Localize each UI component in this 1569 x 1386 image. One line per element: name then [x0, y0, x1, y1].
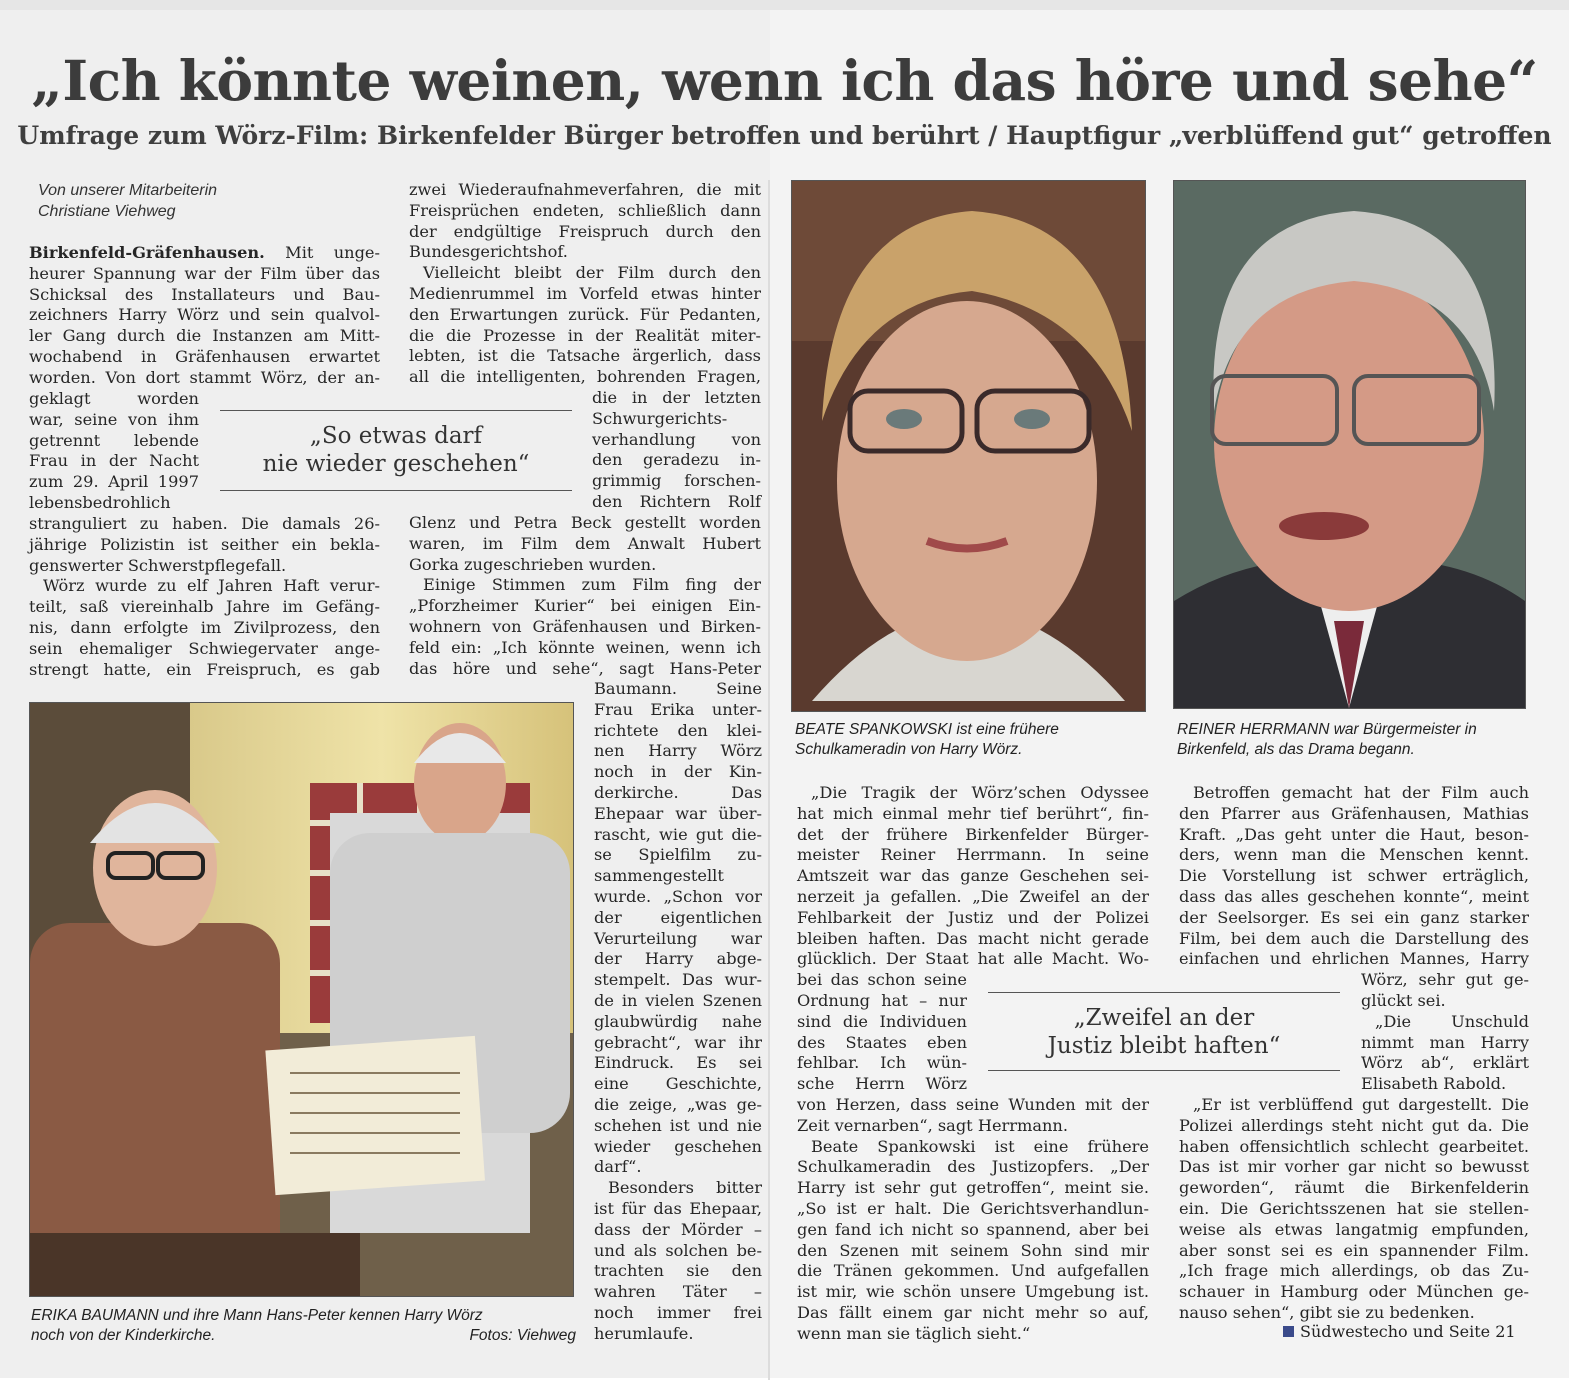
text-line: Film, bei dem auch die Darstellung des	[1179, 928, 1529, 948]
text-line: Fehlbarkeit der Justiz und der Polizei	[797, 907, 1149, 927]
text-line: Ehepaar war über-	[594, 803, 762, 823]
text-line: Bundesgerichtshof.	[409, 242, 568, 262]
text-line: verhandlung von	[592, 429, 761, 449]
text-line: der Harry abge-	[594, 949, 762, 969]
text-line: den Szenen mit seinem Sohn sind mir	[797, 1240, 1149, 1260]
text-line: Besonders bitter	[608, 1178, 762, 1198]
text-line: lebten, ist die Tatsache ärgerlich, dass	[409, 346, 761, 366]
text-line: noch immer frei	[594, 1302, 762, 1322]
headline: „Ich könnte weinen, wenn ich das höre und sehe“	[31, 48, 1538, 113]
photo-caption-1	[31, 1306, 576, 1346]
pull-quote-1	[220, 422, 572, 478]
text-line: derkirche. Das	[594, 782, 762, 802]
text-line: wohnern von Gräfenhausen und Birken-	[409, 616, 761, 636]
text-line: Ordnung hat – nur	[797, 990, 967, 1010]
text-line: „Pforzheimer Kurier“ bei einigen Ein-	[409, 596, 761, 616]
text-line: der endgültige Freispruch durch den	[409, 221, 761, 241]
text-line: teilt, saß viereinhalb Jahre im Gefäng-	[29, 597, 380, 617]
text-line: Gorka zugeschrieben wurden.	[409, 554, 657, 574]
subheadline: Umfrage zum Wörz-Film: Birkenfelder Bürger betroffen und berührt / Hauptfigur „verblüffend gut“ getroffen	[17, 121, 1552, 150]
text-line: nauso sehen“, gibt sie zu bedenken.	[1179, 1302, 1475, 1322]
text-line: gebracht“, war ihr	[594, 1032, 762, 1052]
text-line: war, seine von ihm	[29, 409, 199, 429]
text-line: all die intelligenten, bohrenden Fragen,	[409, 367, 761, 387]
article-column-1-lower	[29, 514, 380, 680]
text-line: genswerter Schwerstpflegefall.	[29, 555, 287, 575]
text-line: bei das schon seine	[797, 970, 967, 990]
text-line: Betroffen gemacht hat der Film auch	[1193, 783, 1529, 802]
text-line: stranguliert zu haben. Die damals 26-	[29, 514, 380, 533]
text-line: einfachen und ehrlichen Mannes, Harry	[1179, 949, 1529, 969]
text-line: Frau Erika unter-	[594, 699, 762, 719]
text-line: Wörz, sehr gut ge-	[1361, 970, 1529, 990]
text-line: nimmt man Harry	[1361, 1032, 1529, 1052]
text-line: hat mich einmal mehr tief berührt“, fin-	[797, 803, 1149, 823]
text-line: trachten sie den	[594, 1261, 762, 1281]
text-line: herumlaufe.	[594, 1323, 694, 1343]
text-line: und als solchen be-	[594, 1240, 762, 1260]
text-line: nis, dann erfolgte im Zivilprozess, den	[29, 617, 380, 637]
article-column-4	[1179, 783, 1529, 1324]
text-line: den Pfarrer aus Gräfenhausen, Mathias	[1179, 803, 1529, 823]
text-line: Wörz ab“, erklärt	[1361, 1053, 1529, 1073]
text-line: Schulkameradin des Justizopfers. „Der	[797, 1157, 1149, 1177]
article-column-1-narrow	[29, 389, 199, 514]
photo-caption-line: Birkenfeld, als das Drama begann.	[1177, 741, 1415, 758]
scan-top-edge	[0, 0, 1569, 10]
text-line: lebensbedrohlich	[29, 492, 171, 512]
text-line: zwei Wiederaufnahmeverfahren, die mit	[409, 180, 761, 199]
text-fragment: Mit unge-	[285, 243, 380, 262]
text-line: Amtszeit war das ganze Geschehen sei-	[797, 866, 1149, 886]
text-line: der eigentlichen	[594, 907, 762, 927]
text-line: darf“.	[594, 1157, 642, 1177]
text-line: det der frühere Birkenfelder Bürger-	[797, 824, 1149, 844]
text-line: zum 29. April 1997	[29, 472, 199, 492]
text-line: nen Harry Wörz	[594, 741, 762, 761]
pull-quote-rule-top	[220, 410, 572, 411]
text-line: Polizei allerdings steht nicht gut da. Die	[1179, 1115, 1529, 1135]
text-line: Harry ist sehr gut getroffen“, meint sie.	[797, 1178, 1149, 1198]
text-line: wieder geschehen	[594, 1136, 762, 1156]
text-line: sind die Individuen	[797, 1011, 967, 1031]
text-line: haben offensichtlich schlecht gearbeitet.	[1179, 1136, 1529, 1156]
photo-baumann-image	[30, 703, 573, 1296]
text-line: stempelt. Das wur-	[594, 970, 762, 990]
text-line: glückt sei.	[1361, 990, 1446, 1010]
text-line: wurde. „Schon vor	[594, 886, 762, 906]
pull-quote-line: Justiz bleibt haften“	[1047, 1033, 1281, 1059]
text-line: von Herzen, dass seine Wunden mit der	[797, 1094, 1149, 1114]
text-line: Wörz wurde zu elf Jahren Haft verur-	[43, 576, 380, 596]
text-line: feld ein: „Ich könnte weinen, wenn ich	[409, 637, 761, 657]
text-line: geklagt worden	[29, 389, 199, 408]
text-line: wahren Täter –	[594, 1282, 762, 1302]
text-line: grimmig forschen-	[592, 471, 761, 491]
photo-caption-line: Schulkameradin von Harry Wörz.	[795, 741, 1023, 758]
text-line: Eindruck. Es sei	[594, 1053, 762, 1073]
text-line: strengt hatte, ein Freispruch, es gab	[29, 659, 380, 679]
text-line: den Richtern Rolf	[592, 491, 761, 511]
text-line: sein ehemaliger Schwiegervater ange-	[29, 638, 380, 658]
pull-quote-line: „Zweifel an der	[1073, 1005, 1255, 1031]
text-line: die die Prozesse in der Realität miter-	[409, 325, 761, 345]
photo-caption-2	[795, 720, 1150, 760]
text-line: das höre und sehe“, sagt Hans-Peter	[409, 658, 761, 678]
bullet-square-icon	[1283, 1326, 1294, 1337]
photo-credit: Fotos: Viehweg	[469, 1327, 576, 1344]
text-line: Freisprüchen endeten, schließlich dann	[409, 200, 761, 220]
scan-seam	[768, 180, 770, 1380]
text-line: fehlbar. Ich wün-	[797, 1053, 967, 1073]
article-column-3	[797, 783, 1149, 1345]
text-line: ein. Die Gerichtsszenen hat sie stellen-	[1179, 1198, 1529, 1218]
text-line: „Er ist verblüffend gut dargestellt. Die	[1193, 1094, 1529, 1114]
text-line: richtete den klei-	[594, 720, 762, 740]
article-column-1	[29, 243, 380, 389]
text-line: wochabend in Gräfenhausen erwartet	[29, 346, 380, 366]
text-line: nerzeit ja gefallen. „Die Zweifel an der	[797, 886, 1149, 906]
text-line: Schicksal des Installateurs und Bau-	[29, 284, 380, 304]
text-line: „Ich frage mich allerdings, ob das Zu-	[1179, 1261, 1529, 1281]
text-line: gen fand ich nicht so spannend, aber bei	[797, 1219, 1149, 1239]
text-line: weise als etwas langatmig empfunden,	[1179, 1219, 1529, 1239]
text-line: dass der Mörder –	[594, 1219, 762, 1239]
pull-quote-line: „So etwas darf	[309, 423, 483, 449]
text-line: se Spielfilm zu-	[594, 845, 762, 865]
text-line: aber sonst sei es ein spannender Film.	[1179, 1240, 1529, 1260]
article-column-2-lower	[409, 513, 761, 679]
text-line: Vielleicht bleibt der Film durch den	[423, 263, 761, 283]
text-line: waren, im Film dem Anwalt Hubert	[409, 533, 761, 553]
text-line: heurer Spannung war der Film über das	[29, 263, 380, 283]
text-line: glaubwürdig nahe	[594, 1011, 762, 1031]
text-line: glücklich. Der Staat hat alle Macht. Wo-	[797, 949, 1149, 969]
byline	[38, 180, 217, 222]
text-line: noch in der Kin-	[594, 762, 762, 782]
photo-caption-line	[31, 1326, 576, 1346]
text-line: dass das alles geschehen konnte“, meint	[1179, 886, 1529, 906]
byline-line-1: Von unserer Mitarbeiterin	[38, 182, 218, 199]
photo-caption-line: REINER HERRMANN war Bürgermeister in	[1177, 721, 1477, 738]
photo-caption-3	[1177, 720, 1537, 760]
text-line: die zeige, „was ge-	[594, 1094, 762, 1114]
text-line: ders, wenn man die Menschen kennt.	[1179, 845, 1529, 865]
text-line: die Tränen gekommen. Und aufgefallen	[797, 1261, 1149, 1281]
pull-quote-rule-bottom	[220, 490, 572, 491]
text-line: Kraft. „Das geht unter die Haut, beson-	[1179, 824, 1529, 844]
text-line: Baumann. Seine	[594, 679, 762, 698]
text-line: schehen ist und nie	[594, 1115, 762, 1135]
text-line: bleiben haften. Das macht nicht gerade	[797, 928, 1149, 948]
photo-beate-spankowski	[791, 180, 1146, 712]
text-line: Elisabeth Rabold.	[1361, 1074, 1507, 1094]
text-line: die in der letzten	[592, 388, 761, 407]
text-line: meister Reiner Herrmann. In seine	[797, 845, 1149, 865]
text-line: Die Vorstellung ist schwer erträglich,	[1179, 866, 1529, 886]
text-line	[29, 243, 380, 264]
text-line: Medienrummel im Vorfeld etwas hinter	[409, 283, 761, 303]
text-line: schauer in Hamburg oder München ge-	[1179, 1282, 1529, 1302]
text-line: Das fällt einem gar nicht mehr so auf,	[797, 1302, 1149, 1322]
text-line: „Die Tragik der Wörz’schen Odyssee	[811, 783, 1149, 802]
text-line: ist mir, wie schön unsere Umgebung ist.	[797, 1282, 1149, 1302]
continuation-reference	[1283, 1322, 1516, 1341]
text-line: geworden“, räumt die Birkenfelderin	[1179, 1178, 1529, 1198]
text-line: „Die Unschuld	[1375, 1011, 1529, 1031]
text-line: den geradezu in-	[592, 450, 761, 470]
text-line: des Staates eben	[797, 1032, 967, 1052]
continuation-text: Südwestecho und Seite 21	[1300, 1322, 1516, 1341]
photo-baumann-couple	[29, 702, 574, 1297]
text-line: eine Geschichte,	[594, 1074, 762, 1094]
text-line: der Seelsorger. Es sei ein ganz starker	[1179, 907, 1529, 927]
article-column-2-narrow	[592, 388, 761, 513]
text-line: rascht, wie gut die-	[594, 824, 762, 844]
photo-caption-line: BEATE SPANKOWSKI ist eine frühere	[795, 721, 1059, 738]
text-line: zeichners Harry Wörz und sein qualvol-	[29, 305, 380, 325]
text-line: Schwurgerichts-	[592, 408, 728, 428]
text-line: Glenz und Petra Beck gestellt worden	[409, 513, 761, 532]
text-line: de in vielen Szenen	[594, 990, 762, 1010]
text-line: den Erwartungen zurück. Für Pedanten,	[409, 304, 761, 324]
text-line: getrennt lebende	[29, 430, 199, 450]
text-line: worden. Von dort stammt Wörz, der an-	[29, 367, 380, 387]
text-line: „So ist er halt. Die Gerichtsverhandlun-	[797, 1198, 1149, 1218]
pull-quote-line: nie wieder geschehen“	[262, 451, 530, 477]
text-line: Das ist mir vorher gar nicht so bewusst	[1179, 1157, 1529, 1177]
photo-herrmann-image	[1174, 181, 1525, 708]
byline-line-2: Christiane Viehweg	[38, 203, 176, 220]
text-line: Beate Spankowski ist eine frühere	[811, 1136, 1149, 1156]
text-line: sche Herrn Wörz	[797, 1074, 967, 1094]
text-line: wenn man sie täglich sieht.“	[797, 1323, 1031, 1343]
text-line: ler Gang durch die Instanzen am Mitt-	[29, 326, 380, 346]
text-line: Zeit vernarben“, sagt Herrmann.	[797, 1115, 1069, 1135]
photo-spankowski-image	[792, 181, 1145, 711]
text-line: jährige Polizistin ist seither ein bekla-	[29, 534, 380, 554]
photo-caption-line: ERIKA BAUMANN und ihre Mann Hans-Peter kennen Harry Wörz	[31, 1307, 483, 1324]
text-line: Einige Stimmen zum Film fing der	[423, 575, 761, 595]
text-line: ist für das Ehepaar,	[594, 1198, 762, 1218]
article-column-2-beside-photo	[594, 679, 762, 1345]
photo-caption-text: noch von der Kinderkirche.	[31, 1327, 216, 1344]
photo-reiner-herrmann	[1173, 180, 1526, 709]
article-column-2	[409, 180, 761, 388]
dateline: Birkenfeld-Gräfenhausen.	[29, 243, 265, 262]
text-line: Verurteilung war	[594, 928, 762, 948]
text-line: Frau in der Nacht	[29, 451, 199, 471]
text-line: sammengestellt	[594, 866, 724, 886]
